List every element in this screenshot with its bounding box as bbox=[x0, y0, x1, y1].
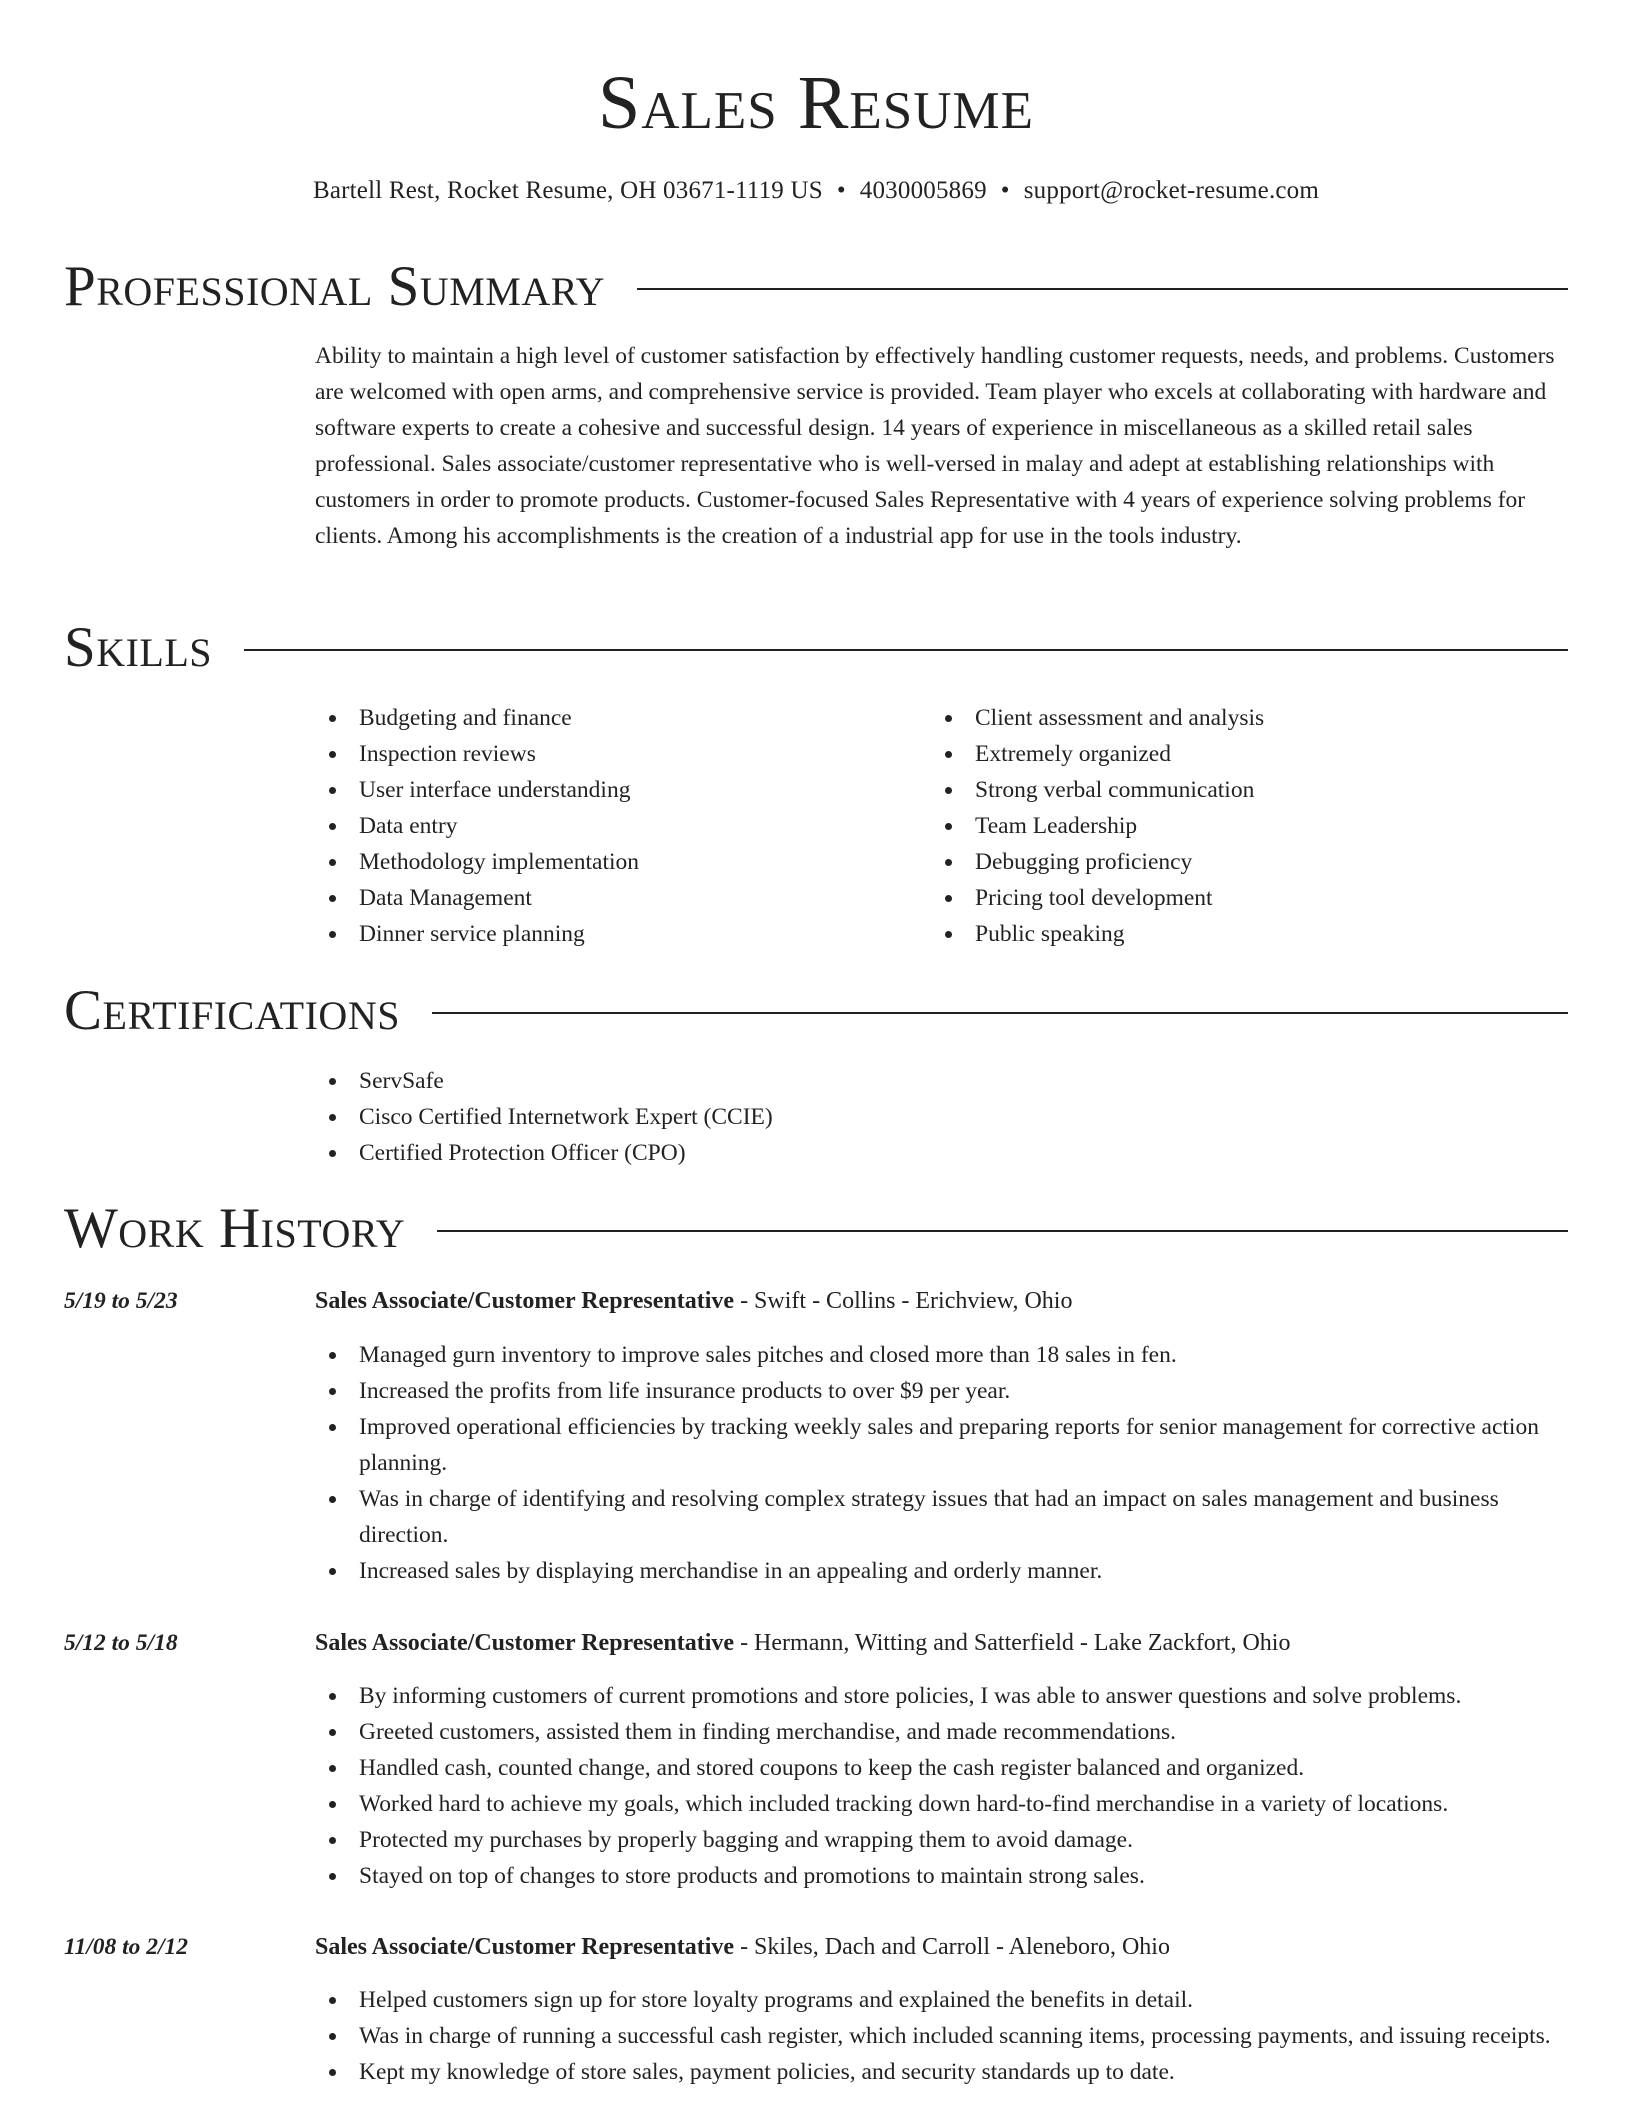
skill-item: Dinner service planning bbox=[315, 916, 915, 952]
job-employer: - Skiles, Dach and Carroll - Aleneboro, Ohio bbox=[734, 1934, 1170, 1960]
job-duty: Protected my purchases by properly bagging and wrapping them to avoid damage. bbox=[315, 1822, 1575, 1858]
contact-address: Bartell Rest, Rocket Resume, OH 03671-1119 US bbox=[312, 177, 823, 204]
summary-text: Ability to maintain a high level of customer satisfaction by effectively handling customer requests, needs, and problems. Customers are welcomed with open arms, and comprehensive service is provided. Team player who excels at collaborating with hardware and software experts to create a cohesive and successful design. 14 years of experience in miscellaneous as a skilled retail sales professional. Sales associate/customer representative who is well-versed in malay and adept at establishing relationships with customers in order to promote products. Customer-focused Sales Representative with 4 years of experience solving problems for clients. Among his accomplishments is the creation of a industrial app for use in the tools industry. bbox=[315, 343, 1555, 549]
skill-item: Pricing tool development bbox=[931, 880, 1531, 916]
skill-item: Strong verbal communication bbox=[931, 772, 1531, 808]
certification-item: Cisco Certified Internetwork Expert (CCIE) bbox=[315, 1099, 1215, 1135]
section-divider bbox=[244, 649, 1568, 651]
section-divider bbox=[437, 1230, 1568, 1232]
job-duty: Increased sales by displaying merchandise in an appealing and orderly manner. bbox=[315, 1553, 1575, 1589]
skill-item: Extremely organized bbox=[931, 736, 1531, 772]
job-role: Sales Associate/Customer Representative bbox=[315, 1630, 735, 1656]
skills-list-left bbox=[315, 700, 915, 952]
section-header-skills bbox=[64, 616, 1568, 680]
section-header-summary bbox=[64, 255, 1568, 319]
skill-item: Debugging proficiency bbox=[931, 844, 1531, 880]
skill-item: Client assessment and analysis bbox=[931, 700, 1531, 736]
job-dates: 5/12 to 5/18 bbox=[64, 1630, 178, 1656]
section-title-skills: Skills bbox=[64, 616, 213, 679]
contact-separator: • bbox=[1000, 177, 1010, 204]
skills-list-right bbox=[931, 700, 1531, 952]
certification-item: Certified Protection Officer (CPO) bbox=[315, 1135, 1215, 1171]
contact-phone: 4030005869 bbox=[859, 177, 987, 204]
job-duty: Managed gurn inventory to improve sales pitches and closed more than 18 sales in fen. bbox=[315, 1337, 1575, 1373]
section-title-certifications: Certifications bbox=[64, 979, 400, 1042]
section-header-certifications bbox=[64, 979, 1568, 1043]
section-title-work-history: Work History bbox=[64, 1197, 406, 1260]
job-duty: Was in charge of identifying and resolving complex strategy issues that had an impact on sales management and business direction. bbox=[315, 1481, 1575, 1553]
job-title-line bbox=[315, 1283, 1570, 1319]
job-duty: Greeted customers, assisted them in finding merchandise, and made recommendations. bbox=[315, 1714, 1575, 1750]
skill-item: Budgeting and finance bbox=[315, 700, 915, 736]
contact-separator: • bbox=[836, 177, 846, 204]
job-duties-list bbox=[315, 1337, 1575, 1589]
job-duties-list bbox=[315, 1678, 1575, 1894]
contact-email: support@rocket-resume.com bbox=[1023, 177, 1320, 204]
certifications-list bbox=[315, 1063, 1215, 1171]
section-divider bbox=[637, 288, 1568, 290]
job-duty: Worked hard to achieve my goals, which included tracking down hard-to-find merchandise in a variety of locations. bbox=[315, 1786, 1575, 1822]
skill-item: User interface understanding bbox=[315, 772, 915, 808]
section-divider bbox=[432, 1012, 1568, 1014]
job-duty: Handled cash, counted change, and stored coupons to keep the cash register balanced and organized. bbox=[315, 1750, 1575, 1786]
job-title-line bbox=[315, 1929, 1570, 1965]
section-header-work-history bbox=[64, 1197, 1568, 1261]
job-duty: Helped customers sign up for store loyalty programs and explained the benefits in detail. bbox=[315, 1982, 1575, 2018]
job-duty: Stayed on top of changes to store products and promotions to maintain strong sales. bbox=[315, 1858, 1575, 1894]
skill-item: Data entry bbox=[315, 808, 915, 844]
job-duty: Increased the profits from life insurance products to over $9 per year. bbox=[315, 1373, 1575, 1409]
job-role: Sales Associate/Customer Representative bbox=[315, 1288, 735, 1314]
section-title-summary: Professional Summary bbox=[64, 255, 606, 318]
job-employer: - Swift - Collins - Erichview, Ohio bbox=[734, 1288, 1073, 1314]
job-dates: 11/08 to 2/12 bbox=[64, 1934, 189, 1960]
job-duty: Was in charge of running a successful cash register, which included scanning items, processing payments, and issuing receipts. bbox=[315, 2018, 1575, 2054]
skill-item: Inspection reviews bbox=[315, 736, 915, 772]
skill-item: Data Management bbox=[315, 880, 915, 916]
certification-item: ServSafe bbox=[315, 1063, 1215, 1099]
skill-item: Team Leadership bbox=[931, 808, 1531, 844]
job-duty: By informing customers of current promotions and store policies, I was able to answer questions and solve problems. bbox=[315, 1678, 1575, 1714]
skill-item: Public speaking bbox=[931, 916, 1531, 952]
job-duties-list bbox=[315, 1982, 1575, 2090]
job-duty: Kept my knowledge of store sales, payment policies, and security standards up to date. bbox=[315, 2054, 1575, 2090]
job-title-line bbox=[315, 1625, 1570, 1661]
job-dates: 5/19 to 5/23 bbox=[64, 1288, 178, 1314]
job-duty: Improved operational efficiencies by tracking weekly sales and preparing reports for senior management for corrective action planning. bbox=[315, 1409, 1575, 1481]
job-employer: - Hermann, Witting and Satterfield - Lake Zackfort, Ohio bbox=[734, 1630, 1291, 1656]
resume-title: Sales Resume bbox=[597, 61, 1035, 145]
contact-line bbox=[0, 174, 1632, 208]
skill-item: Methodology implementation bbox=[315, 844, 915, 880]
job-role: Sales Associate/Customer Representative bbox=[315, 1934, 735, 1960]
